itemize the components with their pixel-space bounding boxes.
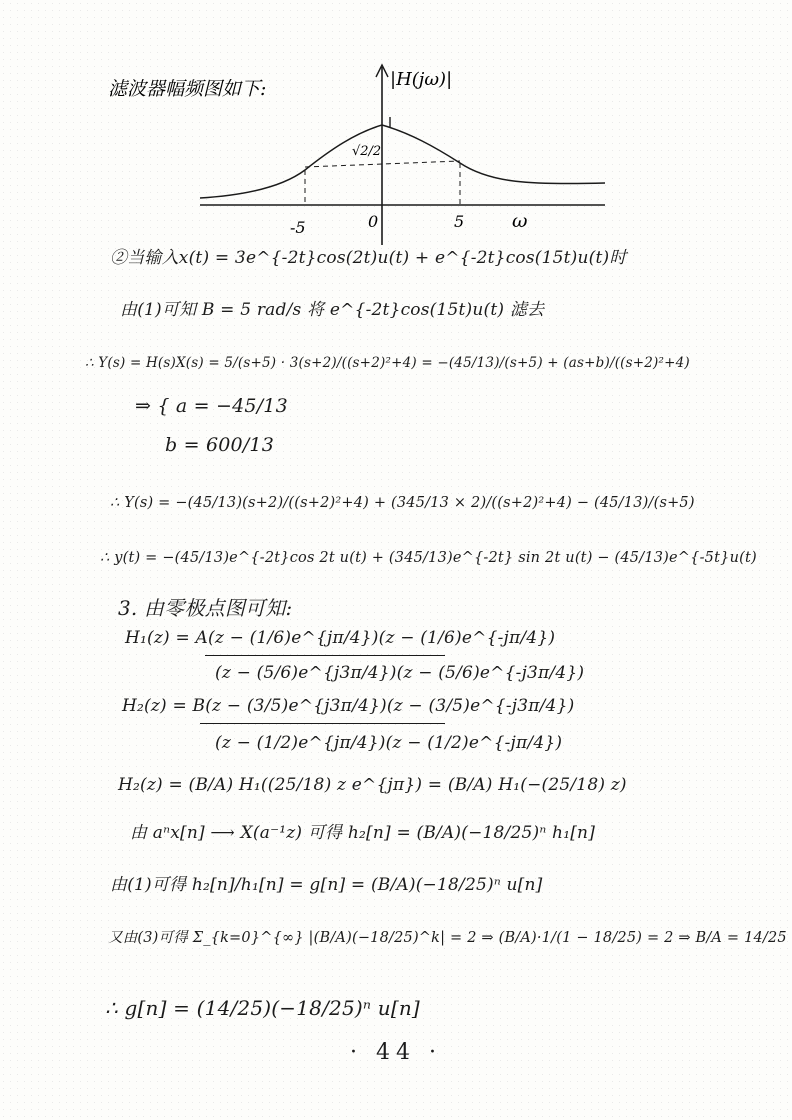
tick-5: 5: [454, 212, 465, 231]
line-H1-denominator: (z − (5/6)e^{j3π/4})(z − (5/6)e^{-j3π/4}): [215, 663, 585, 683]
magnitude-response-graph: [100, 55, 620, 255]
page-number: · 44 ·: [350, 1040, 442, 1065]
fraction-bar-H2: [200, 723, 445, 724]
line-modulation-property: 由 aⁿx[n] ⟶ X(a⁻¹z) 可得 h₂[n] = (B/A)(−18/25)ⁿ h₁[n]: [130, 823, 596, 843]
response-curve: [200, 125, 605, 198]
line-Ys-expanded: ∴ Y(s) = −(45/13)(s+2)/((s+2)²+4) + (345/13 × 2)/((s+2)²+4) − (45/13)/(s+5): [110, 495, 695, 511]
x-axis-label: ω: [512, 210, 528, 232]
peak-value-label: √2/2: [352, 144, 382, 159]
line-gn-ratio: 由(1)可得 h₂[n]/h₁[n] = g[n] = (B/A)(−18/25)ⁿ u[n]: [110, 875, 543, 895]
line-coef-a: ⇒ { a = −45/13: [135, 395, 288, 417]
tick-neg5: -5: [290, 218, 306, 237]
graph-caption: 滤波器幅频图如下:: [108, 78, 267, 100]
line-H2-numerator: H₂(z) = B(z − (3/5)e^{j3π/4})(z − (3/5)e^{-j3π/4}): [122, 696, 575, 716]
line-laplace-product: ∴ Y(s) = H(s)X(s) = 5/(s+5) · 3(s+2)/((s+2)²+4) = −(45/13)/(s+5) + (as+b)/((s+2)²+4): [85, 355, 690, 371]
line-coef-b: b = 600/13: [165, 434, 275, 456]
line-gn-result: ∴ g[n] = (14/25)(−18/25)ⁿ u[n]: [105, 996, 420, 1020]
line-yt-result: ∴ y(t) = −(45/13)e^{-2t}cos 2t u(t) + (345/13)e^{-2t} sin 2t u(t) − (45/13)e^{-5t}u(t): [100, 550, 757, 566]
line-input-signal: ②当输入x(t) = 3e^{-2t}cos(2t)u(t) + e^{-2t}cos(15t)u(t)时: [110, 248, 627, 268]
line-H2-scaling: H₂(z) = (B/A) H₁((25/18) z e^{jπ}) = (B/A) H₁(−(25/18) z): [118, 775, 627, 795]
line-H1-numerator: H₁(z) = A(z − (1/6)e^{jπ/4})(z − (1/6)e^{-jπ/4}): [125, 628, 556, 648]
line-filter-note: 由(1)可知 B = 5 rad/s 将 e^{-2t}cos(15t)u(t) 滤去: [120, 300, 545, 320]
line-section-3: 3. 由零极点图可知:: [118, 596, 293, 620]
line-H2-denominator: (z − (1/2)e^{jπ/4})(z − (1/2)e^{-jπ/4}): [215, 733, 563, 753]
line-sum-condition: 又由(3)可得 Σ_{k=0}^{∞} |(B/A)(−18/25)^k| = 2 ⇒ (B/A)·1/(1 − 18/25) = 2 ⇒ B/A = 14/25: [108, 930, 787, 946]
fraction-bar-H1: [205, 655, 445, 656]
tick-0: 0: [368, 212, 379, 231]
y-axis-label: |H(jω)|: [390, 69, 453, 90]
